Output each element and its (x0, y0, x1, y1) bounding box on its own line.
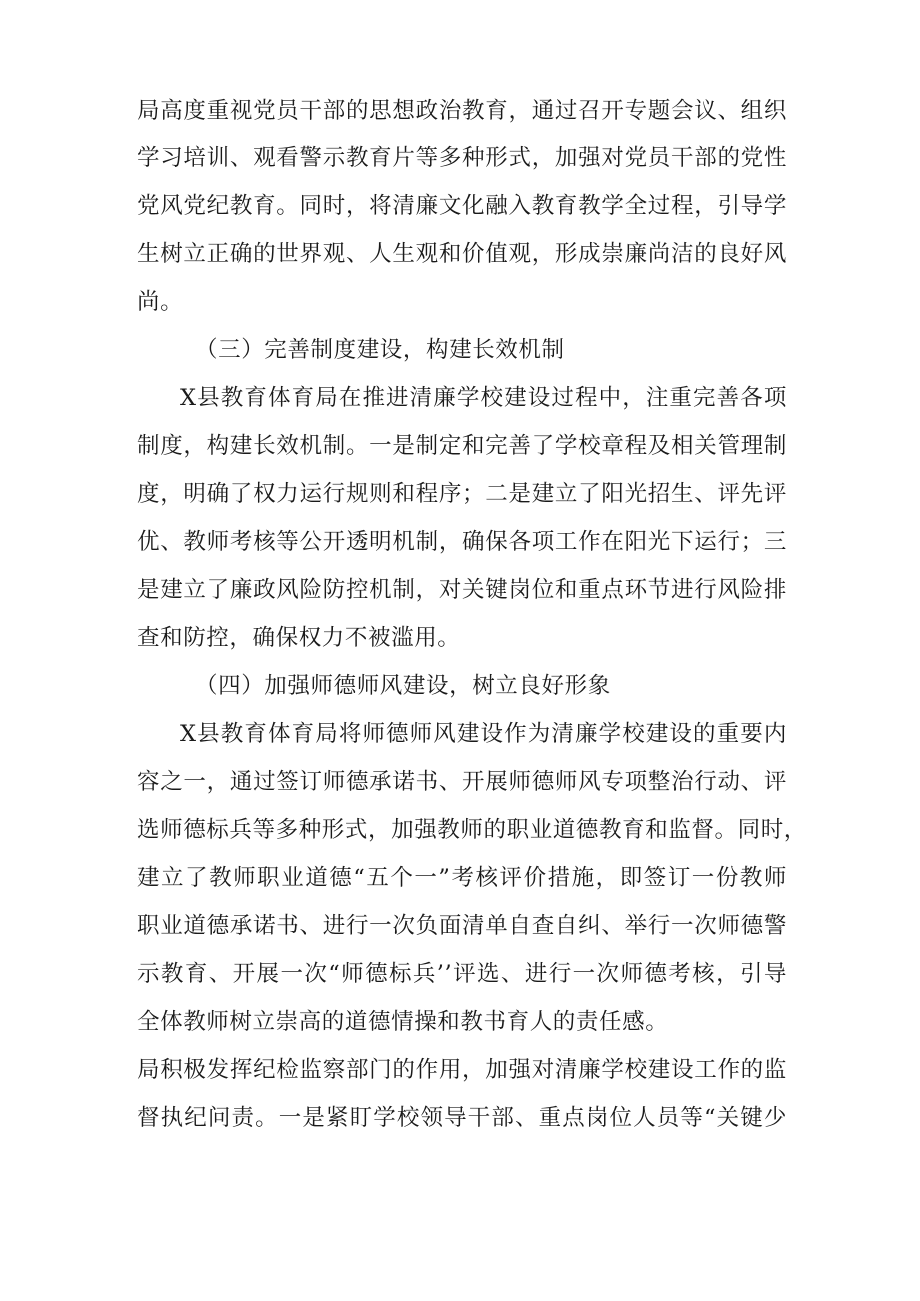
paragraph-line: X县教育体育局在推进清廉学校建设过程中，注重完善各项 (180, 385, 787, 411)
paragraph-line: 示教育、开展一次“师德标兵’’评选、进行一次师德考核，引导 (137, 961, 787, 987)
paragraph-line: 党风党纪教育。同时，将清廉文化融入教育教学全过程，引导学 (137, 193, 787, 219)
paragraph-line: 是建立了廉政风险防控机制，对关键岗位和重点环节进行风险排 (137, 577, 787, 603)
paragraph-line: 选师德标兵等多种形式，加强教师的职业道德教育和监督。同时， (137, 817, 807, 843)
paragraph-line: 督执纪问责。一是紧盯学校领导干部、重点岗位人员等“关键少 (137, 1105, 787, 1131)
paragraph-line: 制度，构建长效机制。一是制定和完善了学校章程及相关管理制 (137, 433, 787, 459)
section-heading-4: （四）加强师德师风建设，树立良好形象 (195, 673, 611, 699)
paragraph-line: 全体教师树立崇高的道德情操和教书育人的责任感。 (137, 1009, 669, 1035)
paragraph-line: 尚。 (137, 289, 184, 315)
section-heading-3: （三）完善制度建设，构建长效机制 (195, 337, 565, 363)
paragraph-line: 学习培训、观看警示教育片等多种形式，加强对党员干部的党性 (137, 145, 787, 171)
paragraph-line: 查和防控，确保权力不被滥用。 (137, 625, 461, 651)
paragraph-line: 优、教师考核等公开透明机制，确保各项工作在阳光下运行；三 (137, 529, 787, 555)
paragraph-line: 职业道德承诺书、进行一次负面清单自查自纠、举行一次师德警 (137, 913, 787, 939)
paragraph-line: 生树立正确的世界观、人生观和价值观，形成崇廉尚洁的良好风 (137, 241, 787, 267)
paragraph-line: 容之一，通过签订师德承诺书、开展师德师风专项整治行动、评 (137, 769, 787, 795)
paragraph-line: 局高度重视党员干部的思想政治教育，通过召开专题会议、组织 (137, 98, 787, 124)
paragraph-line: 度，明确了权力运行规则和程序；二是建立了阳光招生、评先评 (137, 481, 787, 507)
paragraph-line: 建立了教师职业道德“五个一”考核评价措施，即签订一份教师 (137, 865, 787, 891)
paragraph-line: 局积极发挥纪检监察部门的作用，加强对清廉学校建设工作的监 (137, 1057, 787, 1083)
paragraph-line: X县教育体育局将师德师风建设作为清廉学校建设的重要内 (180, 721, 787, 747)
